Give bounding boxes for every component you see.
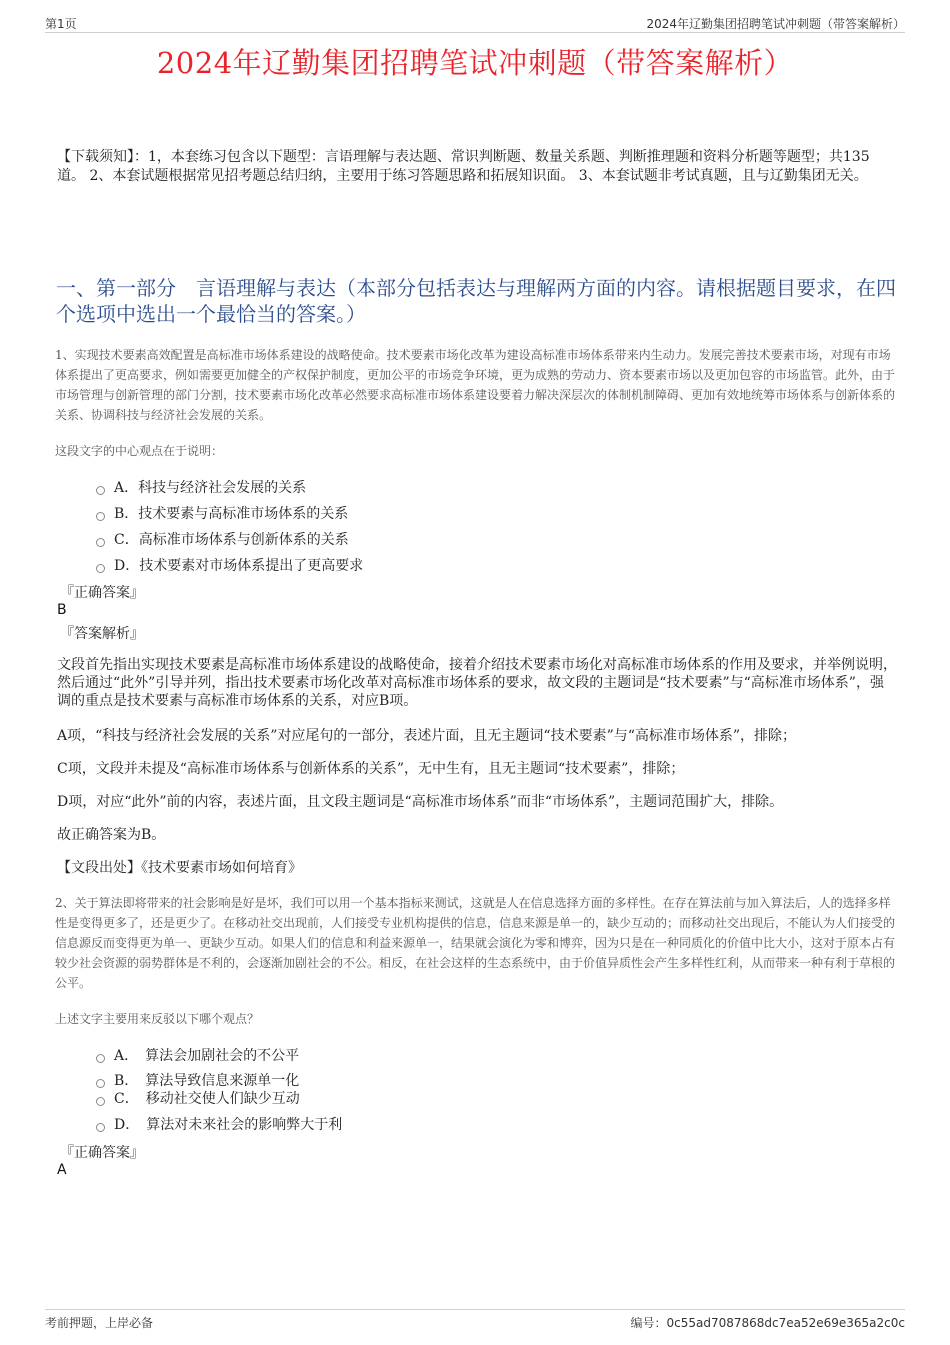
q1-option-d-text: D．技术要素对市场体系提出了更高要求: [114, 558, 364, 574]
download-notice: 【下载须知】：1，本套练习包含以下题型：言语理解与表达题、常识判断题、数量关系题、判断推理题和资料分析题等题型；共135道。 2、本套试题根据常见招考题总结归纳，主要用于练习答题思路和拓展知识面。 3、本套试题非考试真题，且与辽勤集团无关。: [57, 149, 870, 184]
q2-passage: 2、关于算法即将带来的社会影响是好是坏，我们可以用一个基本指标来测试，这就是人在信息选择方面的多样性。在存在算法前与加入算法后，人的选择多样性是变得更多了，还是更少了。在移动社交出现前，人们接受专业机构提供的信息，信息来源是单一的，缺少互动的；而移动社交出现后，不能认为人们接受的信息源反而变得更为单一、更缺少互动。如果人们的信息和利益来源单一，结果就会演化为零和博弈，因为只是在一种同质化的价值中比大小，这对于原本占有较少社会资源的弱势群体是不利的，会逐渐加剧社会的不公。相反，在社会这样的生态系统中，由于价值异质性会产生多样性红利，从而带来一种有利于草根的公平。: [55, 896, 896, 990]
q1-source: 【文段出处】《技术要素市场如何培育》: [57, 860, 302, 876]
q1-question: 这段文字的中心观点在于说明：: [55, 444, 224, 458]
radio-icon[interactable]: [96, 564, 105, 573]
radio-icon[interactable]: [96, 538, 105, 547]
q2-option-a-text: A． 算法会加剧社会的不公平: [114, 1048, 300, 1064]
code-label: 编号：: [630, 1316, 667, 1330]
q1-option-c[interactable]: [96, 529, 349, 549]
q2-option-b-text: B． 算法导致信息来源单一化: [114, 1073, 300, 1089]
document-code: [630, 1314, 905, 1331]
q2-answer: A: [57, 1162, 67, 1178]
q1-option-b[interactable]: [96, 503, 348, 523]
q1-analysis-para: 文段首先指出实现技术要素是高标准市场体系建设的战略使命，接着介绍技术要素市场化对高标准市场体系的作用及要求，并举例说明，然后通过“此外”引导并列，指出技术要素市场化改革对高标准市场体系的要求，故文段的主题词是“技术要素”与“高标准市场体系”，强调的重点是技术要素与高标准市场体系的关系，对应B项。: [57, 657, 897, 709]
q1-option-a[interactable]: [96, 477, 306, 497]
q1-analysis-a: A项，“科技与经济社会发展的关系”对应尾句的一部分，表述片面，且无主题词“技术要素”与“高标准市场体系”，排除；: [57, 728, 797, 744]
q2-question: 上述文字主要用来反驳以下哪个观点？: [55, 1012, 260, 1026]
header-divider: [45, 32, 905, 33]
radio-icon[interactable]: [96, 1123, 105, 1132]
document-title: 2024年辽勤集团招聘笔试冲刺题（带答案解析）: [156, 46, 794, 80]
code-value: 0c55ad7087868dc7ea52e69e365a2c0c: [666, 1316, 905, 1330]
radio-icon[interactable]: [96, 512, 105, 521]
q2-option-b[interactable]: [96, 1070, 299, 1090]
q2-answer-label: 『正确答案』: [60, 1145, 144, 1161]
radio-icon[interactable]: [96, 1054, 105, 1063]
q1-analysis-c: C项，文段并未提及“高标准市场体系与创新体系的关系”，无中生有，且无主题词“技术要素”，排除；: [57, 761, 685, 777]
footer-slogan: 考前押题，上岸必备: [45, 1316, 154, 1330]
q1-passage: 1、实现技术要素高效配置是高标准市场体系建设的战略使命。技术要素市场化改革为建设高标准市场体系带来内生动力。发展完善技术要素市场，对现有市场体系提出了更高要求，例如需要更加健全的产权保护制度，更加公平的市场竞争环境，更为成熟的劳动力、资本要素市场以及更加包容的市场监管。此外，由于市场管理与创新管理的部门分割，技术要素市场化改革必然要求高标准市场体系建设要着力解决深层次的体制机制障碍、更加有效地统筹市场体系与创新体系的关系、协调科技与经济社会发展的关系。: [55, 348, 896, 422]
q2-option-c[interactable]: [96, 1088, 300, 1108]
q1-option-d[interactable]: [96, 555, 363, 575]
q2-option-a[interactable]: [96, 1045, 299, 1065]
running-header-title: 2024年辽勤集团招聘笔试冲刺题（带答案解析）: [646, 17, 905, 31]
footer-divider: [45, 1309, 905, 1310]
section-heading: 一、第一部分 言语理解与表达（本部分包括表达与理解两方面的内容。请根据题目要求，在四个选项中选出一个最恰当的答案。）: [56, 276, 896, 326]
radio-icon[interactable]: [96, 1079, 105, 1088]
q1-answer: B: [57, 602, 67, 618]
q1-analysis-label: 『答案解析』: [60, 626, 144, 642]
q1-answer-label: 『正确答案』: [60, 585, 144, 601]
page-number: 第1页: [45, 17, 77, 31]
q1-conclusion: 故正确答案为B。: [57, 827, 166, 843]
q1-option-b-text: B．技术要素与高标准市场体系的关系: [114, 506, 349, 522]
q2-option-c-text: C． 移动社交使人们缺少互动: [114, 1091, 300, 1107]
radio-icon[interactable]: [96, 1097, 105, 1106]
q2-option-d-text: D． 算法对未来社会的影响弊大于利: [114, 1117, 343, 1133]
q1-option-c-text: C．高标准市场体系与创新体系的关系: [114, 532, 349, 548]
radio-icon[interactable]: [96, 486, 105, 495]
q1-option-a-text: A．科技与经济社会发展的关系: [114, 480, 307, 496]
q2-option-d[interactable]: [96, 1114, 342, 1134]
q1-analysis-d: D项，对应“此外”前的内容，表述片面，且文段主题词是“高标准市场体系”而非“市场体系”，主题词范围扩大，排除。: [57, 794, 784, 810]
